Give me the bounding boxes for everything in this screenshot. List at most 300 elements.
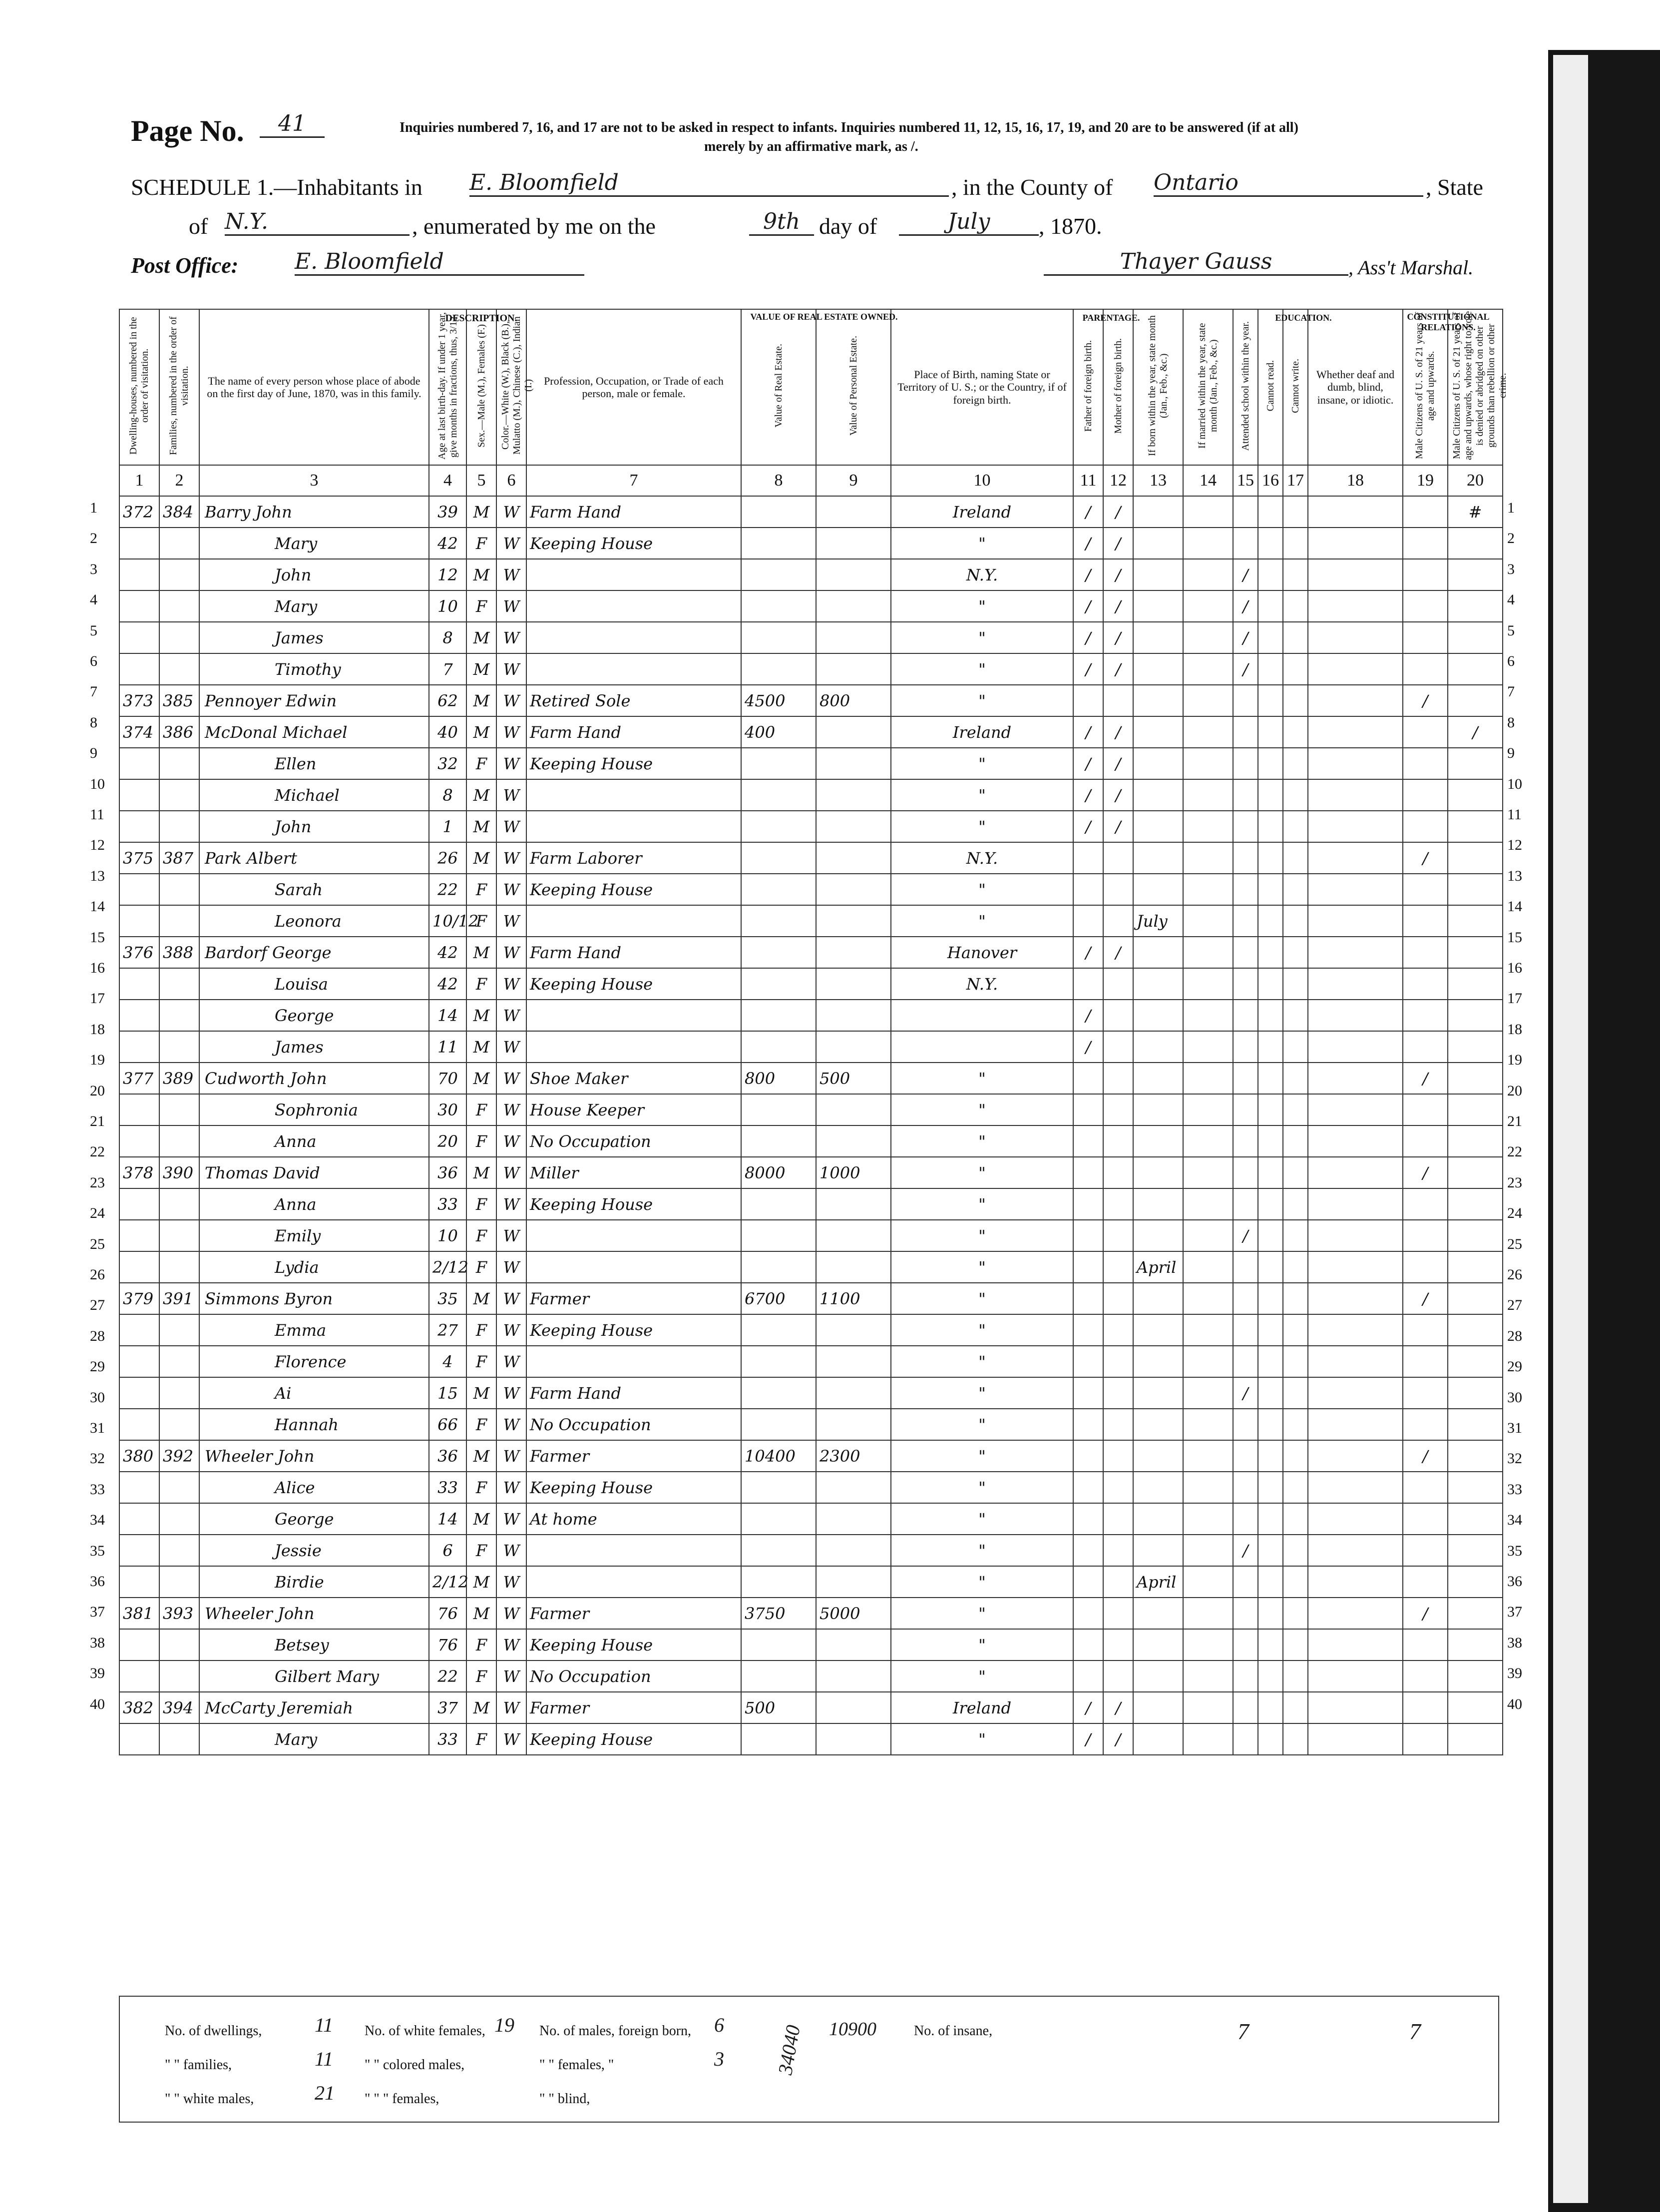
- table-row: [119, 1188, 1503, 1220]
- females-foreign-label: " " females, ": [539, 2057, 614, 2073]
- school-mark: [1233, 496, 1258, 528]
- school-mark: [1233, 779, 1258, 811]
- color: W: [496, 1692, 526, 1723]
- citizen-mark: [1403, 528, 1448, 559]
- vote-denied-mark: [1448, 1031, 1503, 1063]
- infirmity: [1308, 1063, 1403, 1094]
- school-mark: [1233, 748, 1258, 779]
- cannot-write-mark: [1283, 748, 1308, 779]
- color: W: [496, 842, 526, 874]
- cannot-write-mark: [1283, 716, 1308, 748]
- mother-foreign-mark: /: [1103, 779, 1133, 811]
- occupation: [526, 905, 741, 937]
- married-in-year-month: [1183, 811, 1233, 842]
- real-estate-value: [741, 1629, 816, 1660]
- family-number: 384: [159, 496, 199, 528]
- column-number: 5: [466, 465, 496, 496]
- column-number: 13: [1133, 465, 1183, 496]
- dwelling-number: [119, 1125, 159, 1157]
- row-number-left: 23: [90, 1174, 105, 1191]
- occupation: [526, 1535, 741, 1566]
- infirmity: [1308, 937, 1403, 968]
- person-name: Ellen: [199, 748, 429, 779]
- person-name: Jessie: [199, 1535, 429, 1566]
- school-mark: /: [1233, 559, 1258, 590]
- row-number-right: 13: [1507, 867, 1522, 884]
- table-row: [119, 1251, 1503, 1283]
- cannot-write-mark: [1283, 1220, 1308, 1251]
- person-name: Cudworth John: [199, 1063, 429, 1094]
- row-number-left: 3: [90, 560, 97, 577]
- school-mark: [1233, 685, 1258, 716]
- personal-estate-value: [816, 559, 891, 590]
- infirmity: [1308, 1377, 1403, 1409]
- born-in-year-month: [1133, 1063, 1183, 1094]
- citizen-mark: [1403, 1377, 1448, 1409]
- birthplace: ": [891, 1377, 1073, 1409]
- age: 4: [429, 1346, 466, 1377]
- row-number-left: 38: [90, 1634, 105, 1651]
- cannot-read-mark: [1258, 1188, 1283, 1220]
- color: W: [496, 590, 526, 622]
- born-in-year-month: [1133, 1692, 1183, 1723]
- infirmity: [1308, 716, 1403, 748]
- father-foreign-mark: /: [1073, 559, 1103, 590]
- cannot-read-mark: [1258, 937, 1283, 968]
- mother-foreign-mark: [1103, 905, 1133, 937]
- personal-estate-value: [816, 779, 891, 811]
- birthplace: Ireland: [891, 1692, 1073, 1723]
- citizen-mark: /: [1403, 1157, 1448, 1188]
- vote-denied-mark: [1448, 1314, 1503, 1346]
- birthplace: [891, 1000, 1073, 1031]
- father-foreign-mark: /: [1073, 748, 1103, 779]
- age: 2/12: [429, 1251, 466, 1283]
- occupation: Keeping House: [526, 748, 741, 779]
- vote-denied-mark: [1448, 1377, 1503, 1409]
- father-foreign-mark: [1073, 1566, 1103, 1598]
- father-foreign-mark: [1073, 905, 1103, 937]
- row-number-left: 28: [90, 1327, 105, 1344]
- column-number: 3: [199, 465, 429, 496]
- vote-denied-mark: [1448, 1346, 1503, 1377]
- school-mark: [1233, 716, 1258, 748]
- cannot-read-mark: [1258, 1377, 1283, 1409]
- row-number-right: 38: [1507, 1634, 1522, 1651]
- color: W: [496, 716, 526, 748]
- birthplace: ": [891, 1472, 1073, 1503]
- school-mark: [1233, 1314, 1258, 1346]
- parentage-group-label: PARENTAGE.: [1082, 313, 1140, 323]
- citizen-mark: [1403, 1409, 1448, 1440]
- born-in-year-month: [1133, 1094, 1183, 1125]
- row-number-right: 22: [1507, 1143, 1522, 1160]
- personal-estate-value: [816, 1220, 891, 1251]
- row-number-right: 31: [1507, 1420, 1522, 1436]
- school-mark: [1233, 1251, 1258, 1283]
- personal-estate-value: [816, 496, 891, 528]
- column-number: 17: [1283, 465, 1308, 496]
- sex: M: [466, 716, 496, 748]
- dwelling-number: 378: [119, 1157, 159, 1188]
- infirmity: [1308, 905, 1403, 937]
- school-mark: [1233, 1125, 1258, 1157]
- col-header-14: If married within the year, state month (Jan., Feb., &c.): [1183, 309, 1233, 465]
- sex: F: [466, 590, 496, 622]
- person-name: Emily: [199, 1220, 429, 1251]
- birthplace: ": [891, 779, 1073, 811]
- table-row: [119, 1629, 1503, 1660]
- row-number-left: 35: [90, 1542, 105, 1559]
- row-number-right: 27: [1507, 1297, 1522, 1314]
- married-in-year-month: [1183, 1598, 1233, 1629]
- row-number-right: 4: [1507, 591, 1515, 608]
- row-number-right: 30: [1507, 1389, 1522, 1406]
- born-in-year-month: [1133, 1503, 1183, 1535]
- mother-foreign-mark: [1103, 685, 1133, 716]
- vote-denied-mark: [1448, 653, 1503, 685]
- row-number-right: 25: [1507, 1235, 1522, 1252]
- father-foreign-mark: [1073, 1346, 1103, 1377]
- personal-estate-value: 5000: [816, 1598, 891, 1629]
- personal-estate-value: [816, 622, 891, 653]
- dwelling-number: [119, 1220, 159, 1251]
- citizen-mark: [1403, 1472, 1448, 1503]
- school-mark: [1233, 1660, 1258, 1692]
- real-estate-value: 400: [741, 716, 816, 748]
- row-number-left: 17: [90, 990, 105, 1007]
- family-number: [159, 968, 199, 1000]
- age: 62: [429, 685, 466, 716]
- cannot-write-mark: [1283, 1440, 1308, 1472]
- vote-denied-mark: [1448, 1660, 1503, 1692]
- cannot-read-mark: [1258, 1535, 1283, 1566]
- infirmity: [1308, 1440, 1403, 1472]
- row-number-left: 29: [90, 1358, 105, 1375]
- family-number: [159, 1377, 199, 1409]
- father-foreign-mark: /: [1073, 528, 1103, 559]
- row-number-left: 27: [90, 1297, 105, 1314]
- row-number-left: 15: [90, 929, 105, 946]
- infirmity: [1308, 1472, 1403, 1503]
- infirmity: [1308, 1188, 1403, 1220]
- born-in-year-month: [1133, 1157, 1183, 1188]
- occupation: Keeping House: [526, 1314, 741, 1346]
- dwelling-number: [119, 590, 159, 622]
- age: 36: [429, 1440, 466, 1472]
- table-row: [119, 1157, 1503, 1188]
- age: 8: [429, 622, 466, 653]
- cannot-read-mark: [1258, 1598, 1283, 1629]
- blind-label: " " blind,: [539, 2091, 590, 2107]
- row-number-right: 9: [1507, 745, 1515, 762]
- occupation: [526, 1000, 741, 1031]
- cannot-read-mark: [1258, 1220, 1283, 1251]
- school-total: 7: [1238, 2019, 1249, 2044]
- personal-estate-value: [816, 1723, 891, 1755]
- sex: F: [466, 1660, 496, 1692]
- born-in-year-month: [1133, 559, 1183, 590]
- real-estate-value: [741, 1472, 816, 1503]
- age: 39: [429, 496, 466, 528]
- family-number: 389: [159, 1063, 199, 1094]
- occupation: Retired Sole: [526, 685, 741, 716]
- age: 7: [429, 653, 466, 685]
- vote-denied-mark: [1448, 1535, 1503, 1566]
- row-number-right: 23: [1507, 1174, 1522, 1191]
- row-number-right: 34: [1507, 1512, 1522, 1529]
- birthplace: ": [891, 1660, 1073, 1692]
- personal-estate-value: [816, 590, 891, 622]
- married-in-year-month: [1183, 1094, 1233, 1125]
- personal-estate-value: [816, 1251, 891, 1283]
- family-number: [159, 590, 199, 622]
- father-foreign-mark: [1073, 1283, 1103, 1314]
- row-number-left: 40: [90, 1695, 105, 1712]
- born-in-year-month: [1133, 1660, 1183, 1692]
- cannot-write-mark: [1283, 1472, 1308, 1503]
- infirmity: [1308, 1346, 1403, 1377]
- personal-estate-value: [816, 1629, 891, 1660]
- person-name: Wheeler John: [199, 1598, 429, 1629]
- color: W: [496, 968, 526, 1000]
- sex: M: [466, 1063, 496, 1094]
- father-foreign-mark: [1073, 1660, 1103, 1692]
- color: W: [496, 1063, 526, 1094]
- married-in-year-month: [1183, 685, 1233, 716]
- cannot-write-mark: [1283, 1188, 1308, 1220]
- vote-denied-mark: [1448, 1566, 1503, 1598]
- table-row: [119, 1314, 1503, 1346]
- father-foreign-mark: /: [1073, 716, 1103, 748]
- table-row: [119, 1440, 1503, 1472]
- age: 32: [429, 748, 466, 779]
- row-number-left: 12: [90, 837, 105, 854]
- occupation: [526, 811, 741, 842]
- born-in-year-month: [1133, 1346, 1183, 1377]
- mother-foreign-mark: [1103, 1377, 1133, 1409]
- father-foreign-mark: /: [1073, 622, 1103, 653]
- school-mark: [1233, 968, 1258, 1000]
- birthplace: ": [891, 1629, 1073, 1660]
- birthplace: ": [891, 1314, 1073, 1346]
- occupation: [526, 1566, 741, 1598]
- real-estate-value: [741, 937, 816, 968]
- citizen-mark: [1403, 1125, 1448, 1157]
- personal-estate-value: [816, 1535, 891, 1566]
- citizen-mark: [1403, 748, 1448, 779]
- person-name: George: [199, 1503, 429, 1535]
- instructions-line-2: merely by an affirmative mark, as /.: [704, 139, 918, 154]
- occupation: No Occupation: [526, 1125, 741, 1157]
- sex: F: [466, 1188, 496, 1220]
- mother-foreign-mark: [1103, 1063, 1133, 1094]
- insane-label: No. of insane,: [914, 2023, 993, 2039]
- vote-denied-mark: [1448, 1409, 1503, 1440]
- infirmity: [1308, 685, 1403, 716]
- real-estate-value: 4500: [741, 685, 816, 716]
- infirmity: [1308, 1660, 1403, 1692]
- citizen-mark: [1403, 590, 1448, 622]
- row-number-left: 34: [90, 1512, 105, 1529]
- personal-estate-value: [816, 842, 891, 874]
- occupation: House Keeper: [526, 1094, 741, 1125]
- white-females-count: 19: [494, 2014, 514, 2036]
- person-name: Anna: [199, 1188, 429, 1220]
- column-number: 9: [816, 465, 891, 496]
- cannot-read-mark: [1258, 1346, 1283, 1377]
- table-row: [119, 874, 1503, 905]
- school-mark: /: [1233, 590, 1258, 622]
- sex: M: [466, 1157, 496, 1188]
- real-estate-value: [741, 1094, 816, 1125]
- cannot-read-mark: [1258, 1094, 1283, 1125]
- sex: F: [466, 968, 496, 1000]
- born-in-year-month: July: [1133, 905, 1183, 937]
- person-name: Michael: [199, 779, 429, 811]
- family-number: 390: [159, 1157, 199, 1188]
- married-in-year-month: [1183, 1031, 1233, 1063]
- row-number-left: 14: [90, 898, 105, 915]
- real-estate-value: [741, 622, 816, 653]
- birthplace: [891, 1031, 1073, 1063]
- person-name: Pennoyer Edwin: [199, 685, 429, 716]
- citizens-total: 7: [1409, 2019, 1421, 2044]
- mother-foreign-mark: [1103, 1188, 1133, 1220]
- family-number: [159, 905, 199, 937]
- infirmity: [1308, 1503, 1403, 1535]
- family-number: [159, 1094, 199, 1125]
- cannot-write-mark: [1283, 496, 1308, 528]
- table-row: [119, 716, 1503, 748]
- real-estate-value: [741, 1125, 816, 1157]
- color: W: [496, 1535, 526, 1566]
- vote-denied-mark: [1448, 559, 1503, 590]
- table-row: [119, 1598, 1503, 1629]
- row-number-right: 29: [1507, 1358, 1522, 1375]
- school-mark: [1233, 1503, 1258, 1535]
- enumeration-month: July: [899, 209, 1039, 236]
- personal-estate-value: [816, 1188, 891, 1220]
- table-row: [119, 842, 1503, 874]
- married-in-year-month: [1183, 1220, 1233, 1251]
- personal-estate-value: 2300: [816, 1440, 891, 1472]
- born-in-year-month: [1133, 1629, 1183, 1660]
- citizen-mark: [1403, 559, 1448, 590]
- sex: M: [466, 811, 496, 842]
- row-number-left: 11: [90, 806, 104, 823]
- vote-denied-mark: [1448, 528, 1503, 559]
- sex: M: [466, 779, 496, 811]
- column-number: 18: [1308, 465, 1403, 496]
- colored-males-label: " " colored males,: [365, 2057, 465, 2073]
- citizen-mark: [1403, 874, 1448, 905]
- infirmity: [1308, 496, 1403, 528]
- dwelling-number: [119, 811, 159, 842]
- school-mark: [1233, 811, 1258, 842]
- real-estate-value: 800: [741, 1063, 816, 1094]
- father-foreign-mark: /: [1073, 779, 1103, 811]
- person-name: Simmons Byron: [199, 1283, 429, 1314]
- color: W: [496, 1346, 526, 1377]
- table-row: [119, 1377, 1503, 1409]
- col-header-19: Male Citizens of U. S. of 21 years of age and upwards.: [1403, 309, 1448, 465]
- column-number: 1: [119, 465, 159, 496]
- age: 37: [429, 1692, 466, 1723]
- mother-foreign-mark: [1103, 1314, 1133, 1346]
- cannot-read-mark: [1258, 1314, 1283, 1346]
- father-foreign-mark: /: [1073, 1031, 1103, 1063]
- age: 40: [429, 716, 466, 748]
- born-in-year-month: [1133, 1598, 1183, 1629]
- vote-denied-mark: [1448, 748, 1503, 779]
- vote-denied-mark: [1448, 1692, 1503, 1723]
- table-row: [119, 1535, 1503, 1566]
- cannot-write-mark: [1283, 1283, 1308, 1314]
- infirmity: [1308, 1723, 1403, 1755]
- state: N.Y.: [225, 209, 410, 236]
- born-in-year-month: [1133, 716, 1183, 748]
- table-row: [119, 1031, 1503, 1063]
- color: W: [496, 1723, 526, 1755]
- infirmity: [1308, 779, 1403, 811]
- cannot-read-mark: [1258, 1063, 1283, 1094]
- born-in-year-month: [1133, 1314, 1183, 1346]
- cannot-read-mark: [1258, 905, 1283, 937]
- sex: M: [466, 1566, 496, 1598]
- real-estate-value: [741, 1660, 816, 1692]
- cannot-read-mark: [1258, 1692, 1283, 1723]
- family-number: [159, 653, 199, 685]
- father-foreign-mark: [1073, 685, 1103, 716]
- person-name: James: [199, 1031, 429, 1063]
- mother-foreign-mark: /: [1103, 528, 1133, 559]
- family-number: [159, 1472, 199, 1503]
- personal-estate-value: [816, 528, 891, 559]
- cannot-write-mark: [1283, 1660, 1308, 1692]
- personal-estate-total: 10900: [829, 2019, 876, 2040]
- citizen-mark: [1403, 1094, 1448, 1125]
- table-row: [119, 1125, 1503, 1157]
- occupation: Farm Hand: [526, 937, 741, 968]
- age: 76: [429, 1629, 466, 1660]
- birthplace: ": [891, 653, 1073, 685]
- occupation: Shoe Maker: [526, 1063, 741, 1094]
- row-number-left: 39: [90, 1665, 105, 1682]
- color: W: [496, 1409, 526, 1440]
- occupation: At home: [526, 1503, 741, 1535]
- personal-estate-value: [816, 968, 891, 1000]
- white-females-label: No. of white females,: [365, 2023, 485, 2039]
- citizen-mark: [1403, 1503, 1448, 1535]
- occupation: [526, 1031, 741, 1063]
- infirmity: [1308, 874, 1403, 905]
- occupation: [526, 559, 741, 590]
- school-mark: /: [1233, 622, 1258, 653]
- birthplace: ": [891, 1598, 1073, 1629]
- occupation: Keeping House: [526, 1188, 741, 1220]
- mother-foreign-mark: [1103, 1346, 1133, 1377]
- occupation: [526, 1220, 741, 1251]
- cannot-write-mark: [1283, 779, 1308, 811]
- age: 14: [429, 1503, 466, 1535]
- dwelling-number: [119, 1535, 159, 1566]
- personal-estate-value: [816, 1125, 891, 1157]
- table-row: [119, 590, 1503, 622]
- row-number-right: 3: [1507, 560, 1515, 577]
- row-number-left: 9: [90, 745, 97, 762]
- row-number-left: 19: [90, 1052, 105, 1069]
